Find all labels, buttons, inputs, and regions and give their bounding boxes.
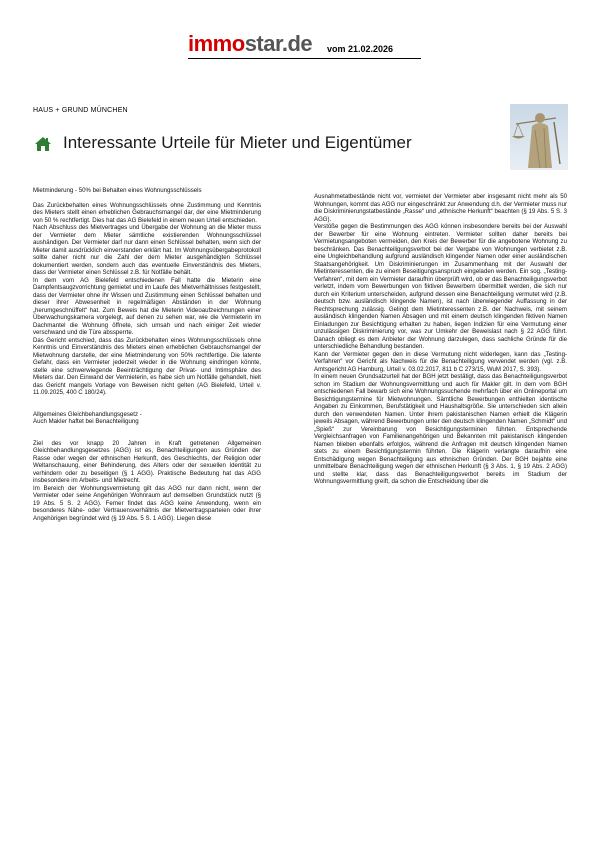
article-heading-mietminderung: Mietminderung - 50% bei Behalten eines Wohnungsschlüssels bbox=[33, 187, 202, 194]
page-title: Interessante Urteile für Mieter und Eigentümer bbox=[63, 133, 412, 152]
paragraph: Das Gericht entschied, dass das Zurückbehalten eines Wohnungsschlüssels ohne Kenntnis und Einverständnis des Mieters einen erheblichen Gebrauchsmangel der Mietwohnung darstelle, der eine Mietminderung von 50% rechtfertige. Die latente Gefahr, dass ein Vermieter jederzeit wieder in die Wohnung eindringen könnte, stelle eine schwerwiegende Beeinträchtigung der Privat- und Intimsphäre des Mieters dar. Den Einwand der Vermieterin, es habe sich um Notfälle gehandelt, hielt das Gericht mangels Vorlage von Beweisen nicht gelten (AG Bielefeld, Urteil v. 11.09.2025, 400 C 180/24). bbox=[33, 336, 261, 396]
paragraph: Kann der Vermieter gegen den in diese Vermutung nicht widerlegen, kann das „Testing-Verfahren“ vor Gericht als Nachweis für die Benachteiligung verwendet werden (vgl. z.B. Amtsgericht AG Hamburg, Urteil v. 03.02.2017, 811 b C 273/15, WuM 2017, S. 393). bbox=[314, 350, 567, 373]
paragraph: Ausnahmetatbestände nicht vor, vermietet der Vermieter aber insgesamt nicht mehr als 50 Wohnungen, kommt das AGG nur eingeschränkt zur Anwendung d.h. der Vermieter muss nur die Diskriminierungstatbestände „Rasse“ und „ethnische Herkunft“ beachten (§ 19 Abs. 5 S. 3 AGG). bbox=[314, 193, 567, 223]
justitia-statue-icon bbox=[510, 104, 568, 170]
paragraph: In dem vom AG Bielefeld entschiedenen Fall hatte die Mieterin eine Dampfentsaugzvorrichtung gemietet und im Laufe des Mietverhältnisses festgestellt, dass der Vermieter ohne ihr Wissen und Zustimmung einen Schlüssel behalten und dieser ihrer Abwesenheit in regelmäßigen Abständen in der Wohnung „herumgeschnüffelt“ hat. Zum Beweis hat die Mieterin Videoaufzeichnungen einer Überwachungskamera vorgelegt, auf denen zu sehen war, wie die Vermieterin im Dachmantel die Wohnung öffnete, sich umsah und nach einiger Zeit wieder verschwand und die Türe abssperrte. bbox=[33, 276, 261, 336]
immostar-logo bbox=[188, 33, 312, 55]
paragraph: Verstöße gegen die Bestimmungen des AGG können insbesondere bereits bei der Auswahl der Bewerber für eine Wohnung eintreten. Vermieter sollten daher bereits bei Vermietungsangeboten vermeiden, den Kreis der Bewerber für die angebotene Wohnung zu beschränken. Das Benachteiligungsverbot bei der Vergabe von Wohnungen verbietet z.B. eine Ungleichbehandlung aufgrund ausländisch klingender Namen oder einer ausländischen Staatsangehörigkeit. Um Diskriminierungen im Zusammenhang mit der Auswahl der Mietinteressenten, die zu einem Beseitigungsanspruch eingeladen werden. Ein sog. „Testing-Verfahren“, mit dem ein Vermieter daraufhin überprüft wird, ob er das Benachteiligungsverbot verletzt, indem vom Bewerbungen von fiktiven Bewerbern übermittelt werden, die sich nur durch ein Kriterium unterscheiden, aufgrund dessen eine Benachteiligung vermutet wird (z.B. deutsch bzw. ausländisch klingende Namen), ist nach überwiegender Auffassung in der Rechtsprechung zulässig. Gelingt dem Mietinteressenten z.B. der Nachweis, mit seinem ausländisch klingenden Namen Absagen und mit einem deutsch klingenden fiktiven Namen Einladungen zur Besichtigung erhalten zu haben, liegen Indizien für eine Vermutung einer unzulässigen Diskriminierung vor, was zur Umkehr der Beweislast nach § 22 AGG führt. Danach obliegt es dem Anbieter der Wohnung darzulegen, dass sachliche Gründe für die unterschiedliche Behandlung bestanden. bbox=[314, 223, 567, 350]
article-subheading-makler: Auch Makler haftet bei Benachteiligung bbox=[33, 418, 139, 425]
section-label: HAUS + GRUND MÜNCHEN bbox=[33, 107, 128, 114]
article-column-left bbox=[33, 187, 261, 522]
paragraph: Das Zurückbehalten eines Wohnungsschlüssels ohne Zustimmung und Kenntnis des Mieters stellt einen erheblichen Gebrauchsmangel dar, der eine Mietminderung von 50 % rechtfertigt. Dies hat das AG Bielefeld in einem neuen Urteil entschieden. bbox=[33, 201, 261, 224]
article-column-right bbox=[314, 193, 567, 486]
logo-part-immo: immo bbox=[188, 31, 245, 56]
header-rule bbox=[188, 58, 421, 59]
house-icon bbox=[34, 136, 52, 152]
logo-part-star: star.de bbox=[244, 31, 313, 56]
issue-date: vom 21.02.2026 bbox=[327, 44, 394, 54]
article-heading-agg: Allgemeines Gleichbehandlungsgesetz - bbox=[33, 410, 142, 418]
paragraph: Im Bereich der Wohnungsvermietung gilt das AGG nur dann nicht, wenn der Vermieter oder seine Angehörigen Wohnraum auf demselben Grundstück nutzt (§ 19 Abs. 5 S. 2 AGG). Ferner findet das AGG keine Anwendung, wenn ein besonderes Nähe- oder Vertrauensverhältnis der Mietvertragsparteien oder ihrer Angehörigen begründet wird (§ 19 Abs. 5 S. 1 AGG). Liegen diese bbox=[33, 484, 261, 522]
paragraph: Nach Abschluss des Mietvertrages und Übergabe der Wohnung an die Mieter muss der Vermieter dem Mieter sämtliche existierenden Wohnungsschlüssel aushändigen. Der Vermieter darf nur dann einen Schlüssel behalten, wenn sich der Mieter damit ausdrücklich einverstanden erklärt hat. Im Wohnungsübergabeprotokoll sollte daher nicht nur die Zahl der dem Mieter ausgehändigten Schlüssel dokumentiert werden, sondern auch das eventuelle Einverständnis des Mieters, dass der Vermieter einen Schlüssel z.B. für Notfälle behält. bbox=[33, 224, 261, 276]
paragraph: In einem neuen Grundsatzurteil hat der BGH jetzt bestätigt, dass das Benachteiligungsverbot schon im Stadium der Wohnungsvermittlung und auch für Makler gilt. In dem vom BGH entschiedenen Fall bewarb sich eine Wohnungssuchende mehrfach über ein Onlineportal um Besichtigungstermine für Mietwohnungen. Sämtliche Bewerbungen enthielten identische Angaben zu Einkommen, Berufstätigkeit und Haushaltsgröße. Sie unterschieden sich allein durch den verwendeten Namen. Unter ihrem pakistanischen Namen erhielt die Klägerin jeweils Absagen, während Bewerbungen unter den deutsch klingenden Namen „Schmidt“ und „Spieß“ zur Vereinbarung von Besichtigungsterminen führten. Entsprechende Vergleichsanfragen von Familienangehörigen und Bekannten mit pakistanisch klingenden Namen blieben ebenfalls erfolglos, während die Anfragen mit deutsch klingenden Namen stets zu einem Besichtigungstermin führten. Die Klägerin verlangte daraufhin eine Entschädigung wegen Benachteiligung aus ethnischen Gründen. Der BGH bejahte eine unmittelbare Benachteiligung wegen der ethnischen Herkunft (§ 3 Abs. 1, § 19 Abs. 2 AGG) und stellte klar, dass das Benachteiligungsverbot bereits im Stadium der Wohnungsvermittlung greift, da schon die Entscheidung über die bbox=[314, 373, 567, 485]
paragraph: Ziel des vor knapp 20 Jahren in Kraft getretenen Allgemeinen Gleichbehandlungsgesetzes (AGG) ist es, Benachteiligungen aus Gründen der Rasse oder wegen der ethnischen Herkunft, des Geschlechts, der Religion oder Weltanschauung, einer Behinderung, des Alters oder der sexuellen Identität zu verhindern oder zu beseitigen (§ 1 AGG). Praktische Bedeutung hat das AGG insbesondere im Arbeits- und Mietrecht. bbox=[33, 439, 261, 484]
